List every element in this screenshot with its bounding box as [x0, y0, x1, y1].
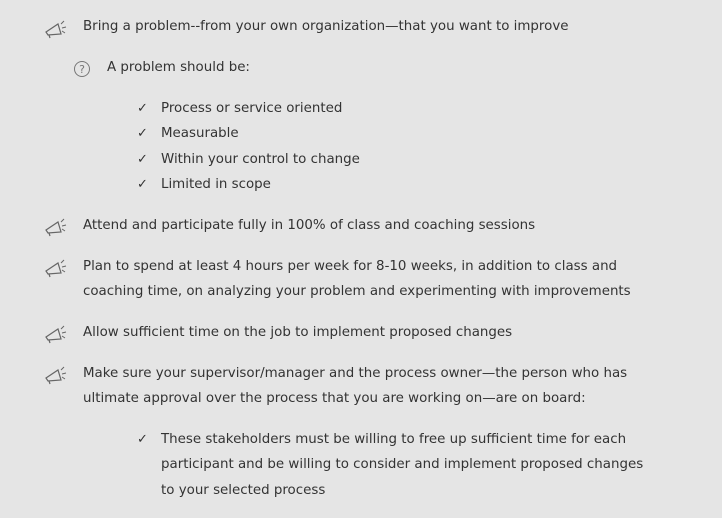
- checkmark-icon: ✓: [137, 432, 148, 447]
- list-item-text: participant and be willing to consider and implement proposed changes: [161, 457, 644, 472]
- checkmark-icon: ✓: [137, 152, 148, 167]
- list-item-text: Limited in scope: [161, 177, 271, 192]
- list-item-text: Bring a problem--from your own organization—that you want to improve: [83, 19, 569, 34]
- svg-text:?: ?: [79, 63, 85, 76]
- list-item-text: Plan to spend at least 4 hours per week for 8-10 weeks, in addition to class and: [83, 259, 618, 274]
- list-item-text: Attend and participate fully in 100% of class and coaching sessions: [83, 218, 536, 233]
- list-item-text: Process or service oriented: [161, 101, 343, 116]
- list-item-text: These stakeholders must be willing to free up sufficient time for each: [161, 432, 627, 447]
- question-circle-icon: [73, 60, 91, 78]
- checkmark-icon: ✓: [137, 126, 148, 141]
- megaphone-icon: [44, 365, 70, 385]
- checkmark-icon: ✓: [137, 177, 148, 192]
- list-item-text: A problem should be:: [107, 60, 250, 75]
- list-item-text: Measurable: [161, 126, 239, 141]
- megaphone-icon: [44, 217, 70, 237]
- list-item-text: Make sure your supervisor/manager and the process owner—the person who has: [83, 366, 628, 381]
- megaphone-icon: [44, 19, 70, 39]
- megaphone-icon: [44, 324, 70, 344]
- list-item-text: ultimate approval over the process that you are working on—are on board:: [83, 391, 586, 406]
- checkmark-icon: ✓: [137, 101, 148, 116]
- list-item-text: Allow sufficient time on the job to implement proposed changes: [83, 325, 513, 340]
- megaphone-icon: [44, 258, 70, 278]
- list-item-text: coaching time, on analyzing your problem and experimenting with improvements: [83, 284, 631, 299]
- list-item-text: to your selected process: [161, 483, 326, 498]
- list-item-text: Within your control to change: [161, 152, 360, 167]
